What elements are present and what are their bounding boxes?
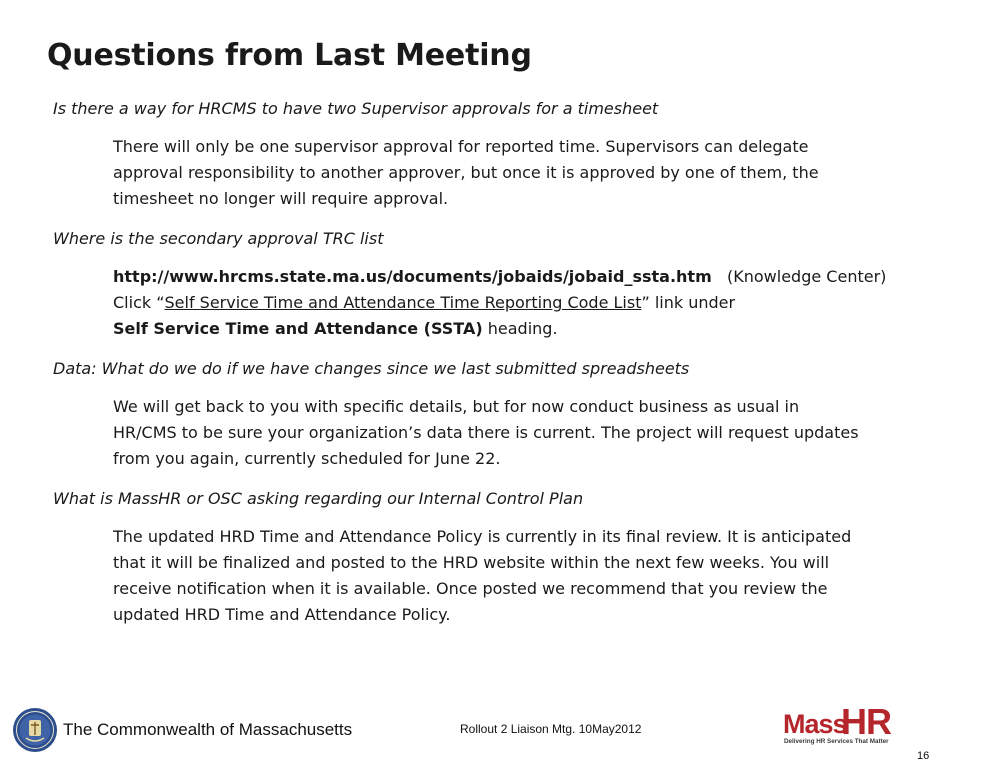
answer-4-line-4: updated HRD Time and Attendance Policy. xyxy=(113,605,451,624)
logo-hr-text: HR xyxy=(841,701,891,742)
answer-1-line-2: approval responsibility to another approver, but once it is approved by one of them, the xyxy=(113,163,819,182)
answer-2-line-1 xyxy=(113,264,923,290)
answer-3-line-3: from you again, currently scheduled for June 22. xyxy=(113,449,501,468)
click-prefix: Click “ xyxy=(113,293,165,312)
trc-list-link[interactable]: Self Service Time and Attendance Time Reporting Code List xyxy=(164,293,642,312)
answer-2-line-2 xyxy=(113,290,923,316)
question-4: What is MassHR or OSC asking regarding our Internal Control Plan xyxy=(53,489,584,508)
answer-3-line-2: HR/CMS to be sure your organization’s data there is current. The project will request updates xyxy=(113,423,859,442)
footer-organization: The Commonwealth of Massachusetts xyxy=(63,720,353,739)
answer-4-line-2: that it will be finalized and posted to the HRD website within the next few weeks. You will xyxy=(113,553,830,572)
masshr-logo xyxy=(783,701,893,751)
footer-meeting-info: Rollout 2 Liaison Mtg. 10May2012 xyxy=(460,722,642,736)
question-2: Where is the secondary approval TRC list xyxy=(53,229,384,248)
link-suffix: (Knowledge Center) xyxy=(727,267,887,286)
logo-tagline: Delivering HR Services That Matter xyxy=(784,738,889,745)
answer-4 xyxy=(113,524,923,628)
answer-2-line-3 xyxy=(113,316,923,342)
question-3: Data: What do we do if we have changes since we last submitted spreadsheets xyxy=(53,359,690,378)
logo-mass-text: Mass xyxy=(783,709,847,739)
qa-list xyxy=(53,98,953,644)
answer-1-line-3: timesheet no longer will require approval. xyxy=(113,189,449,208)
slide-title: Questions from Last Meeting xyxy=(47,38,532,73)
answer-3 xyxy=(113,394,923,472)
answer-4-line-1: The updated HRD Time and Attendance Policy is currently in its final review. It is anticipated xyxy=(113,527,852,546)
knowledge-center-link[interactable]: http://www.hrcms.state.ma.us/documents/jobaids/jobaid_ssta.htm xyxy=(113,267,712,286)
click-suffix: ” link under xyxy=(641,293,736,312)
answer-1 xyxy=(113,134,923,212)
ssta-heading: Self Service Time and Attendance (SSTA) xyxy=(113,319,483,338)
commonwealth-seal-icon xyxy=(12,707,58,753)
answer-1-line-1: There will only be one supervisor approval for reported time. Supervisors can delegate xyxy=(113,137,809,156)
page-number: 16 xyxy=(917,750,930,762)
question-1: Is there a way for HRCMS to have two Supervisor approvals for a timesheet xyxy=(53,99,659,118)
answer-4-line-3: receive notification when it is available. Once posted we recommend that you review the xyxy=(113,579,828,598)
heading-suffix: heading. xyxy=(487,319,558,338)
answer-2 xyxy=(113,264,923,342)
answer-3-line-1: We will get back to you with specific details, but for now conduct business as usual in xyxy=(113,397,800,416)
